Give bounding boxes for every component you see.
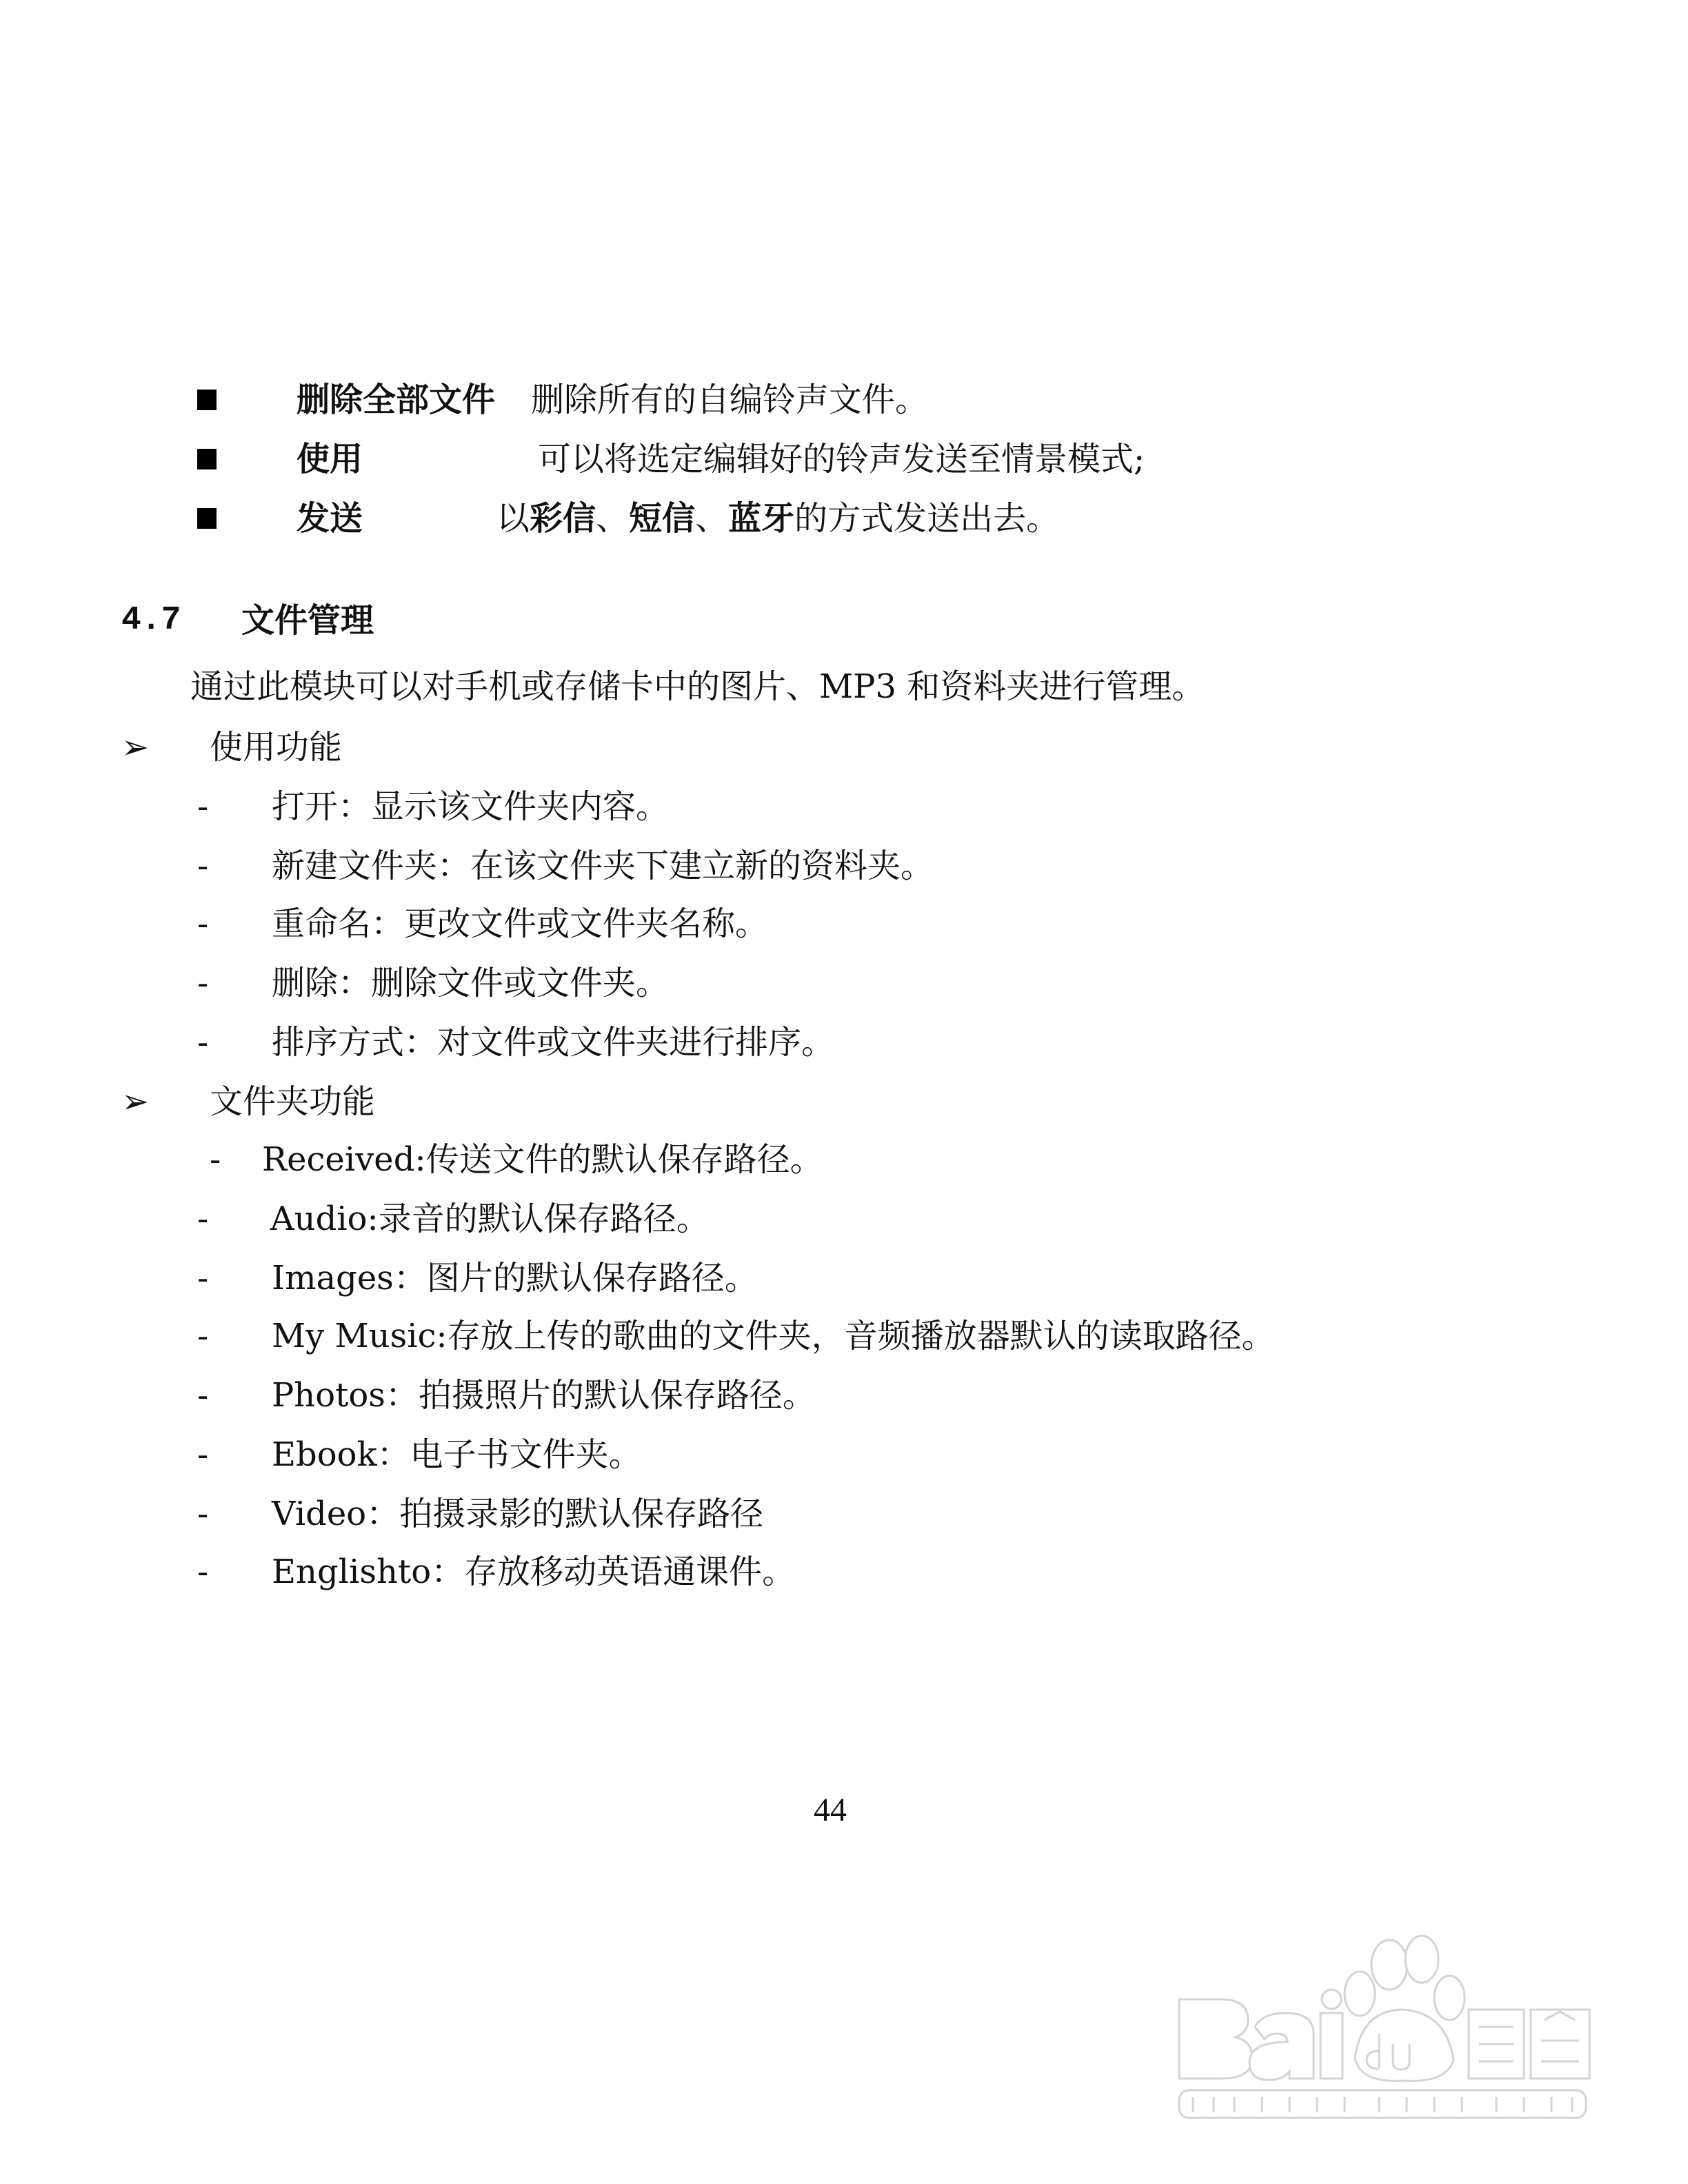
dash: - bbox=[197, 1317, 209, 1355]
list-item: Audio:录音的默认保存路径。 bbox=[270, 1200, 710, 1238]
list-item: 新建文件夹：在该文件夹下建立新的资料夹。 bbox=[272, 847, 934, 885]
dash: - bbox=[197, 1495, 209, 1533]
section-number: 4.7 bbox=[121, 602, 181, 639]
desc-part: 以 bbox=[496, 499, 530, 538]
dash: - bbox=[197, 904, 209, 943]
logo-chinese-jingyan bbox=[1469, 2010, 1589, 2079]
arrow-bullet-icon: ➢ bbox=[121, 1082, 150, 1121]
group-title: 使用功能 bbox=[210, 728, 343, 767]
logo-paw bbox=[1345, 1936, 1465, 2081]
list-item: 打开：显示该文件夹内容。 bbox=[272, 787, 670, 826]
list-item: 重命名：更改文件或文件夹名称。 bbox=[272, 904, 769, 943]
dash: - bbox=[210, 1140, 221, 1179]
bullet-desc: 可以将选定编辑好的铃声发送至情景模式; bbox=[538, 440, 1145, 478]
desc-part: 的方式发送出去。 bbox=[794, 499, 1060, 538]
logo-url-jingyan-baidu-com bbox=[1179, 2090, 1586, 2118]
list-item: Englishto：存放移动英语通课件。 bbox=[272, 1553, 796, 1591]
list-item: My Music:存放上传的歌曲的文件夹，音频播放器默认的读取路径。 bbox=[272, 1317, 1275, 1355]
logo-letters-bai bbox=[1179, 1990, 1343, 2080]
bullet-label: 删除全部文件 bbox=[297, 381, 496, 419]
page-number: 44 bbox=[814, 1792, 847, 1828]
dash: - bbox=[197, 964, 209, 1002]
desc-part: 、 bbox=[596, 499, 630, 538]
bullet-square-icon bbox=[197, 449, 217, 469]
list-item: 删除：删除文件或文件夹。 bbox=[272, 964, 670, 1002]
bullet-label: 发送 bbox=[297, 499, 363, 538]
group-title: 文件夹功能 bbox=[210, 1082, 376, 1121]
baidu-jingyan-watermark bbox=[1172, 1917, 1600, 2123]
list-item: Video：拍摄录影的默认保存路径 bbox=[272, 1495, 764, 1533]
desc-part: 、 bbox=[695, 499, 729, 538]
list-item: 排序方式：对文件或文件夹进行排序。 bbox=[272, 1023, 835, 1062]
list-item: Ebook：电子书文件夹。 bbox=[272, 1435, 642, 1474]
list-item: Photos：拍摄照片的默认保存路径。 bbox=[272, 1376, 816, 1415]
bullet-square-icon bbox=[197, 390, 217, 410]
section-intro: 通过此模块可以对手机或存储卡中的图片、MP3 和资料夹进行管理。 bbox=[190, 667, 1205, 706]
desc-sms: 短信 bbox=[629, 499, 696, 538]
dash: - bbox=[197, 1259, 209, 1297]
list-item: Received:传送文件的默认保存路径。 bbox=[262, 1140, 823, 1179]
dash: - bbox=[197, 787, 209, 826]
dash: - bbox=[197, 1435, 209, 1474]
desc-mms: 彩信 bbox=[530, 499, 596, 538]
arrow-bullet-icon: ➢ bbox=[121, 728, 150, 767]
dash: - bbox=[197, 1376, 209, 1415]
list-item: Images：图片的默认保存路径。 bbox=[272, 1259, 758, 1297]
dash: - bbox=[197, 1553, 209, 1591]
bullet-desc: 删除所有的自编铃声文件。 bbox=[531, 381, 929, 419]
dash: - bbox=[197, 1023, 209, 1062]
section-title: 文件管理 bbox=[241, 601, 374, 640]
bullet-label: 使用 bbox=[297, 440, 363, 478]
bullet-desc bbox=[496, 498, 1059, 539]
desc-bluetooth: 蓝牙 bbox=[728, 499, 795, 538]
dash: - bbox=[197, 1200, 209, 1238]
bullet-square-icon bbox=[197, 508, 217, 529]
dash: - bbox=[197, 847, 209, 885]
